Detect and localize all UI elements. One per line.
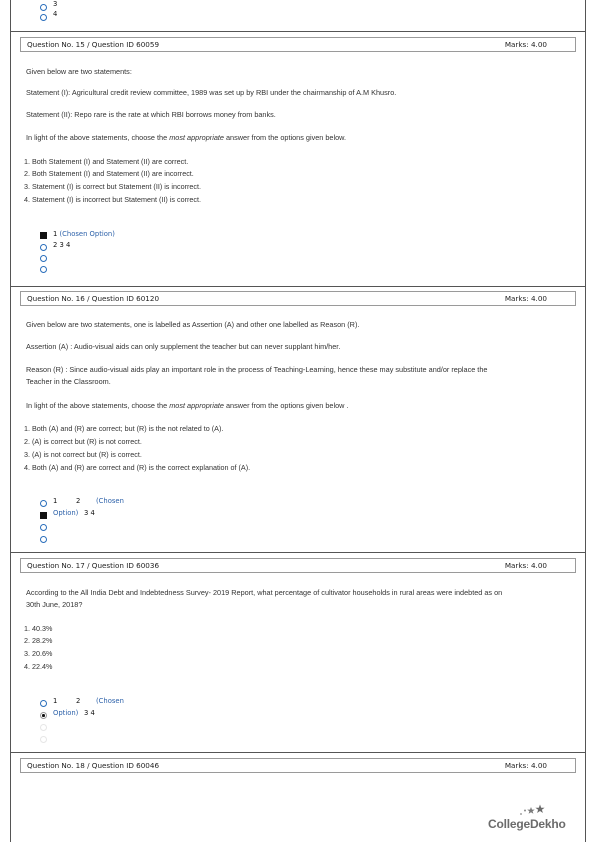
question-title: Question No. 16 / Question ID 60120 <box>27 294 160 303</box>
question-title: Question No. 18 / Question ID 60046 <box>27 761 160 770</box>
option-radio-3[interactable] <box>40 255 47 262</box>
other-option-numbers: 2 3 4 <box>53 241 71 249</box>
page-border-right <box>585 0 586 842</box>
question-header <box>20 558 576 573</box>
question-text: Given below are two statements: <box>26 67 132 76</box>
question-text: Statement (II): Repo rare is the rate at which RBI borrows money from banks. <box>26 110 276 119</box>
option-radio-3[interactable] <box>40 524 47 531</box>
other-option-numbers: 3 4 <box>84 509 95 517</box>
separator-line <box>10 552 586 553</box>
answer-option: 1. Both Statement (I) and Statement (II) are correct. <box>24 157 189 166</box>
question-header <box>20 758 576 773</box>
emphasis-text: most appropriate <box>169 401 224 410</box>
answer-option: 3. 20.6% <box>24 649 53 658</box>
logo-stars-icon <box>518 804 548 818</box>
option-radio-4[interactable] <box>40 266 47 273</box>
answer-option: 1. 40.3% <box>24 624 53 633</box>
question-header <box>20 291 576 306</box>
answer-option: 2. 28.2% <box>24 636 53 645</box>
question-header <box>20 37 576 52</box>
option-number-1: 1 <box>53 697 58 705</box>
separator-line <box>10 286 586 287</box>
option-number-4: 4 <box>53 10 58 18</box>
question-text: Statement (I): Agricultural credit review committee, 1989 was set up by RBI under the chairmanship of A.M Khusro. <box>26 88 397 97</box>
chosen-option-label: Option) <box>53 509 79 517</box>
collegedekho-logo: CollegeDekho <box>488 817 566 831</box>
option-radio-4[interactable] <box>40 14 47 21</box>
question-marks: Marks: 4.00 <box>504 40 547 49</box>
chosen-option-marker <box>40 232 47 239</box>
question-marks: Marks: 4.00 <box>504 761 547 770</box>
question-text: In light of the above statements, choose the most appropriate answer from the options given below . <box>26 401 349 410</box>
answer-option: 2. Both Statement (I) and Statement (II) are incorrect. <box>24 169 194 178</box>
question-title: Question No. 15 / Question ID 60059 <box>27 40 160 49</box>
chosen-option-marker <box>40 512 47 519</box>
chosen-option-label: (Chosen Option) <box>59 230 115 238</box>
page-border-left <box>10 0 11 842</box>
answer-option: 2. (A) is correct but (R) is not correct. <box>24 437 142 446</box>
answer-option: 1. Both (A) and (R) are correct; but (R) is the not related to (A). <box>24 424 224 433</box>
other-option-numbers: 3 4 <box>84 709 95 717</box>
option-number-3: 3 <box>53 0 58 8</box>
answer-option: 3. (A) is not correct but (R) is correct. <box>24 450 142 459</box>
option-number-1: 1 <box>53 497 58 505</box>
option-radio-1[interactable] <box>40 700 47 707</box>
chosen-option-radio[interactable] <box>40 712 47 719</box>
chosen-option-label: (Chosen <box>96 697 124 705</box>
option-radio-4[interactable] <box>40 736 47 743</box>
question-marks: Marks: 4.00 <box>504 561 547 570</box>
question-title: Question No. 17 / Question ID 60036 <box>27 561 160 570</box>
chosen-number: 1 <box>53 230 58 238</box>
chosen-number: 2 <box>76 497 81 505</box>
question-text: In light of the above statements, choose the most appropriate answer from the options given below. <box>26 133 347 142</box>
option-radio-1[interactable] <box>40 500 47 507</box>
question-marks: Marks: 4.00 <box>504 294 547 303</box>
question-text: Given below are two statements, one is labelled as Assertion (A) and other one labelled as Reason (R). <box>26 320 360 329</box>
option-radio-2[interactable] <box>40 244 47 251</box>
separator-line <box>10 31 586 32</box>
answer-option: 4. Both (A) and (R) are correct and (R) is the correct explanation of (A). <box>24 463 251 472</box>
chosen-number: 2 <box>76 697 81 705</box>
option-radio-4[interactable] <box>40 536 47 543</box>
emphasis-text: most appropriate <box>169 133 224 142</box>
option-radio-3[interactable] <box>40 4 47 11</box>
question-text: Reason (R) : Since audio-visual aids play an important role in the process of Teaching-Learning, hence these may substitute and/or replace the Teacher in the Classroom. <box>26 365 488 386</box>
chosen-option-label: (Chosen <box>96 497 124 505</box>
question-text: Assertion (A) : Audio-visual aids can only supplement the teacher but can never supplant him/her. <box>26 342 341 351</box>
chosen-option-label: Option) <box>53 709 79 717</box>
answer-option: 4. 22.4% <box>24 662 53 671</box>
answer-option: 3. Statement (I) is correct but Statement (II) is incorrect. <box>24 182 201 191</box>
chosen-option-number <box>53 230 115 239</box>
option-radio-3[interactable] <box>40 724 47 731</box>
answer-option: 4. Statement (I) is incorrect but Statement (II) is correct. <box>24 195 201 204</box>
separator-line <box>10 752 586 753</box>
question-text: According to the All India Debt and Indebtedness Survey- 2019 Report, what percentage of cultivator households in rural areas were indebted as on 30th June, 2018? <box>26 588 503 609</box>
